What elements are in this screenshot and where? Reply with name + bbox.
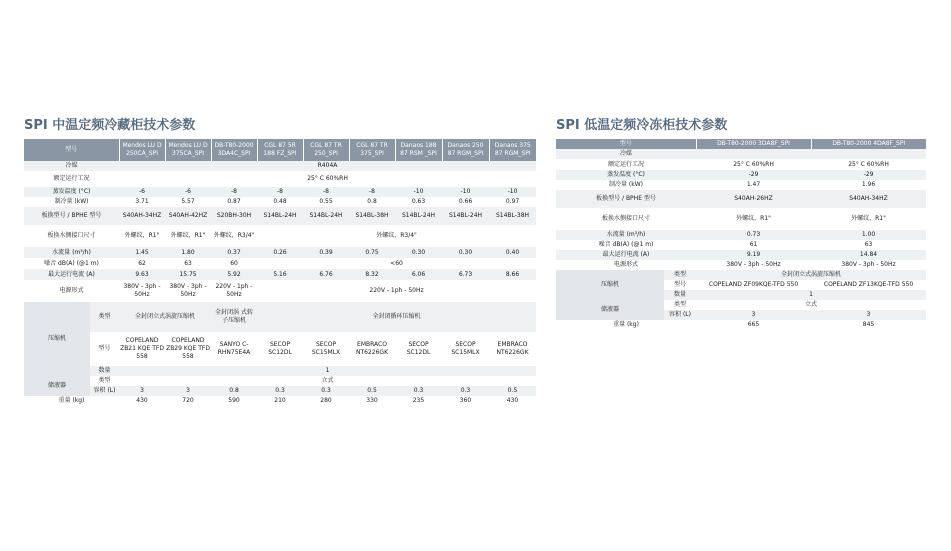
tank-label: 储液器 <box>24 376 90 396</box>
row-label: 额定运行工况 <box>556 159 696 170</box>
table-header-row <box>24 139 536 161</box>
cell: -8 <box>349 187 395 197</box>
table-row <box>556 270 926 280</box>
cell: 5.57 <box>165 197 211 207</box>
table-row <box>24 161 536 171</box>
row-label: 类型 <box>664 270 696 280</box>
cell: 1 <box>696 290 926 300</box>
cell: EMBRACO NT6226GK <box>349 332 395 366</box>
cell: 8.66 <box>489 269 536 280</box>
cell: 62 <box>119 258 165 269</box>
table-row <box>556 320 926 330</box>
header-col: Danaos 188 87 RSM _SPI <box>395 139 442 161</box>
cell: -8 <box>303 187 349 197</box>
table-row <box>24 386 536 396</box>
compressor-label: 压缩机 <box>24 302 90 376</box>
cell: 0.40 <box>489 247 536 258</box>
mid-temp-title: SPI 中温定频冷藏柜技术参数 <box>24 118 196 133</box>
cell: 外螺纹，R3/4" <box>211 225 257 247</box>
cell: S20BH-30H <box>211 207 257 225</box>
cell: 6.06 <box>395 269 442 280</box>
cell: 0.39 <box>303 247 349 258</box>
cell: 0.73 <box>696 230 811 240</box>
header-col: DB-T80-2000 3DA4C_SPI <box>211 139 257 161</box>
cell: 380V - 3ph - 50Hz <box>811 260 926 270</box>
table-row <box>556 170 926 180</box>
cell: SECOP SC12DL <box>395 332 442 366</box>
cell: SECOP SC15MLX <box>442 332 489 366</box>
table-row <box>556 230 926 240</box>
cell: 全封闭涡 式转 子压缩机 <box>211 302 257 332</box>
cell: 0.3 <box>442 386 489 396</box>
table-row <box>24 269 536 280</box>
row-label: 水流量 (m³/h) <box>24 247 119 258</box>
row-label: 类型 <box>664 300 696 310</box>
table-row <box>24 171 536 187</box>
header-col: CGL 87 TR 250_SPI <box>303 139 349 161</box>
cell: R404A <box>119 161 536 171</box>
cell: 外螺纹，R1" <box>696 208 811 230</box>
table-row <box>556 250 926 260</box>
compressor-label: 压缩机 <box>556 270 664 300</box>
cell: 845 <box>811 320 926 330</box>
cell: 380V - 3ph - 50Hz <box>165 280 211 302</box>
cell: 0.3 <box>303 386 349 396</box>
table-row <box>24 396 536 406</box>
cell: 3 <box>119 386 165 396</box>
cell: S40AH-34HZ <box>119 207 165 225</box>
cell: 430 <box>489 396 536 406</box>
row-label: 噪音 dB(A) (@1 m) <box>24 258 119 269</box>
table-row <box>556 260 926 270</box>
cell: 380V - 3ph - 50Hz <box>696 260 811 270</box>
header-col: Danaos 375 87 RGM_SPI <box>489 139 536 161</box>
cell: -10 <box>489 187 536 197</box>
cell: 0.30 <box>442 247 489 258</box>
cell: 0.75 <box>349 247 395 258</box>
cell: 0.66 <box>442 197 489 207</box>
cell: -29 <box>811 170 926 180</box>
row-label: 蒸发温度 (°C) <box>24 187 119 197</box>
table-row <box>24 258 536 269</box>
row-label: 额定运行工况 <box>24 171 119 187</box>
table-row <box>556 190 926 208</box>
cell: 8.32 <box>349 269 395 280</box>
row-label: 板换型号 / BPHE 型号 <box>24 207 119 225</box>
row-label: 最大运行电流 (A) <box>24 269 119 280</box>
cell: 6.76 <box>303 269 349 280</box>
row-label: 类型 <box>90 302 119 332</box>
cell: 0.30 <box>395 247 442 258</box>
table-row <box>556 149 926 159</box>
cell: 280 <box>303 396 349 406</box>
cell: 0.26 <box>257 247 303 258</box>
cell: 外螺纹，R3/4" <box>257 225 536 247</box>
table-row <box>24 280 536 302</box>
cell: 9.63 <box>119 269 165 280</box>
cell: 63 <box>165 258 211 269</box>
cell: S14BL-24H <box>303 207 349 225</box>
table-header-row <box>556 139 926 149</box>
low-temp-spec-table <box>556 139 926 330</box>
row-label: 数量 <box>90 366 119 376</box>
cell: COPELAND ZF09KQE-TFD 550 <box>696 280 811 290</box>
row-label: 制冷量 (kW) <box>556 180 696 190</box>
cell: 720 <box>165 396 211 406</box>
cell: 5.16 <box>257 269 303 280</box>
cell: 1.96 <box>811 180 926 190</box>
row-label: 电源形式 <box>24 280 119 302</box>
header-model: 型号 <box>24 139 119 161</box>
cell: 430 <box>119 396 165 406</box>
row-label: 电源形式 <box>556 260 696 270</box>
cell: -6 <box>119 187 165 197</box>
row-label: 重量 (kg) <box>24 396 119 406</box>
header-model: 型号 <box>556 139 696 149</box>
cell: 235 <box>395 396 442 406</box>
table-row <box>24 366 536 376</box>
cell: 25° C 60%RH <box>811 159 926 170</box>
row-label: 最大运行电流 (A) <box>556 250 696 260</box>
cell: 3 <box>696 310 811 320</box>
cell: 220V - 1ph - 50Hz <box>211 280 257 302</box>
cell: EMBRACO NT6226GK <box>489 332 536 366</box>
cell: 3 <box>811 310 926 320</box>
cell: 63 <box>811 240 926 250</box>
table-row <box>556 300 926 310</box>
cell: SECOP SC15MLX <box>303 332 349 366</box>
cell: S14BL-38H <box>349 207 395 225</box>
cell: 210 <box>257 396 303 406</box>
cell: 25° C 60%RH <box>119 171 536 187</box>
cell: 外螺纹，R1" <box>165 225 211 247</box>
row-label: 板换型号 / BPHE 型号 <box>556 190 696 208</box>
cell: 0.87 <box>211 197 257 207</box>
cell: 5.92 <box>211 269 257 280</box>
cell: -10 <box>395 187 442 197</box>
cell: S40AH-34HZ <box>811 190 926 208</box>
row-label: 水流量 (m³/h) <box>556 230 696 240</box>
cell: -8 <box>211 187 257 197</box>
header-col: CGL 87 TR 375_SPI <box>349 139 395 161</box>
cell <box>696 149 926 159</box>
cell: -8 <box>257 187 303 197</box>
cell: 0.55 <box>303 197 349 207</box>
cell: S14BL-24H <box>395 207 442 225</box>
header-col: Mendos LU D 375CA_SPI <box>165 139 211 161</box>
cell: S40AH-26HZ <box>696 190 811 208</box>
tank-label: 储液器 <box>556 300 664 320</box>
low-temp-title: SPI 低温定频冷冻柜技术参数 <box>556 118 728 133</box>
table-row <box>556 240 926 250</box>
cell: <60 <box>257 258 536 269</box>
row-label: 类型 <box>90 376 119 386</box>
row-label: 容积 (L) <box>90 386 119 396</box>
table-row <box>24 376 536 386</box>
table-row <box>24 187 536 197</box>
cell: SANYO C-RHN75E4A <box>211 332 257 366</box>
table-row <box>24 225 536 247</box>
cell: COPELAND ZF13KQE-TFD 550 <box>811 280 926 290</box>
table-row <box>24 332 536 366</box>
header-col: DB-T80-2000 4DA8F_SPI <box>811 139 926 149</box>
table-row <box>24 207 536 225</box>
cell: S40AH-42HZ <box>165 207 211 225</box>
header-col: Danaos 250 87 RGM_SPI <box>442 139 489 161</box>
header-col: CGL 87 5R 188 FZ_SPI <box>257 139 303 161</box>
row-label: 重量 (kg) <box>556 320 696 330</box>
cell: 0.5 <box>489 386 536 396</box>
mid-temp-spec-panel <box>24 114 536 406</box>
row-label: 制冷量 (kW) <box>24 197 119 207</box>
cell: 0.8 <box>349 197 395 207</box>
cell: S14BL-38H <box>489 207 536 225</box>
cell: 61 <box>696 240 811 250</box>
header-col: Mendos LU D 250CA_SPI <box>119 139 165 161</box>
cell: 1.47 <box>696 180 811 190</box>
cell: 1 <box>119 366 536 376</box>
table-row <box>24 197 536 207</box>
cell: 0.3 <box>257 386 303 396</box>
row-label: 冷媒 <box>24 161 119 171</box>
header-col: DB-T80-2000 3DA8F_SPI <box>696 139 811 149</box>
cell: 665 <box>696 320 811 330</box>
cell: 380V - 3ph - 50Hz <box>119 280 165 302</box>
row-label: 容积 (L) <box>664 310 696 320</box>
cell: 外螺纹，R1" <box>811 208 926 230</box>
cell: 1.80 <box>165 247 211 258</box>
cell: 0.63 <box>395 197 442 207</box>
cell: 590 <box>211 396 257 406</box>
cell: 14.84 <box>811 250 926 260</box>
cell: 15.75 <box>165 269 211 280</box>
cell: 330 <box>349 396 395 406</box>
cell: COPELAND ZB29 KQE TFD 558 <box>165 332 211 366</box>
cell: 0.48 <box>257 197 303 207</box>
cell: 60 <box>211 258 257 269</box>
cell: COPELAND ZB21 KQE TFD 558 <box>119 332 165 366</box>
table-row <box>24 302 536 332</box>
row-label: 板换水侧接口尺寸 <box>556 208 696 230</box>
cell: 立式 <box>696 300 926 310</box>
cell: -29 <box>696 170 811 180</box>
row-label: 型号 <box>90 332 119 366</box>
cell: 外螺纹，R1" <box>119 225 165 247</box>
cell: 25° C 60%RH <box>696 159 811 170</box>
low-temp-spec-panel <box>556 114 926 330</box>
row-label: 板换水侧接口尺寸 <box>24 225 119 247</box>
row-label: 蒸发温度 (°C) <box>556 170 696 180</box>
cell: 360 <box>442 396 489 406</box>
row-label: 型号 <box>664 280 696 290</box>
row-label: 噪音 dB(A) (@1 m) <box>556 240 696 250</box>
cell: 全封闭立式涡旋压缩机 <box>696 270 926 280</box>
cell: S14BL-24H <box>257 207 303 225</box>
cell: 3.71 <box>119 197 165 207</box>
cell: SECOP SC12DL <box>257 332 303 366</box>
cell: 6.73 <box>442 269 489 280</box>
cell: -6 <box>165 187 211 197</box>
cell: 0.3 <box>395 386 442 396</box>
cell: 0.97 <box>489 197 536 207</box>
table-row <box>24 247 536 258</box>
cell: 220V - 1ph - 50Hz <box>257 280 536 302</box>
cell: 9.19 <box>696 250 811 260</box>
cell: S14BL-24H <box>442 207 489 225</box>
cell: 全封闭立式涡旋压缩机 <box>119 302 211 332</box>
cell: 0.5 <box>349 386 395 396</box>
table-row <box>556 208 926 230</box>
cell: 全封闭循环压缩机 <box>257 302 536 332</box>
row-label: 数量 <box>664 290 696 300</box>
mid-temp-spec-table <box>24 139 536 406</box>
cell: 1.00 <box>811 230 926 240</box>
cell: 1.45 <box>119 247 165 258</box>
cell: 0.37 <box>211 247 257 258</box>
cell: -10 <box>442 187 489 197</box>
cell: 立式 <box>119 376 536 386</box>
cell: 3 <box>165 386 211 396</box>
cell: 0.8 <box>211 386 257 396</box>
table-row <box>556 159 926 170</box>
row-label: 冷媒 <box>556 149 696 159</box>
table-row <box>556 180 926 190</box>
